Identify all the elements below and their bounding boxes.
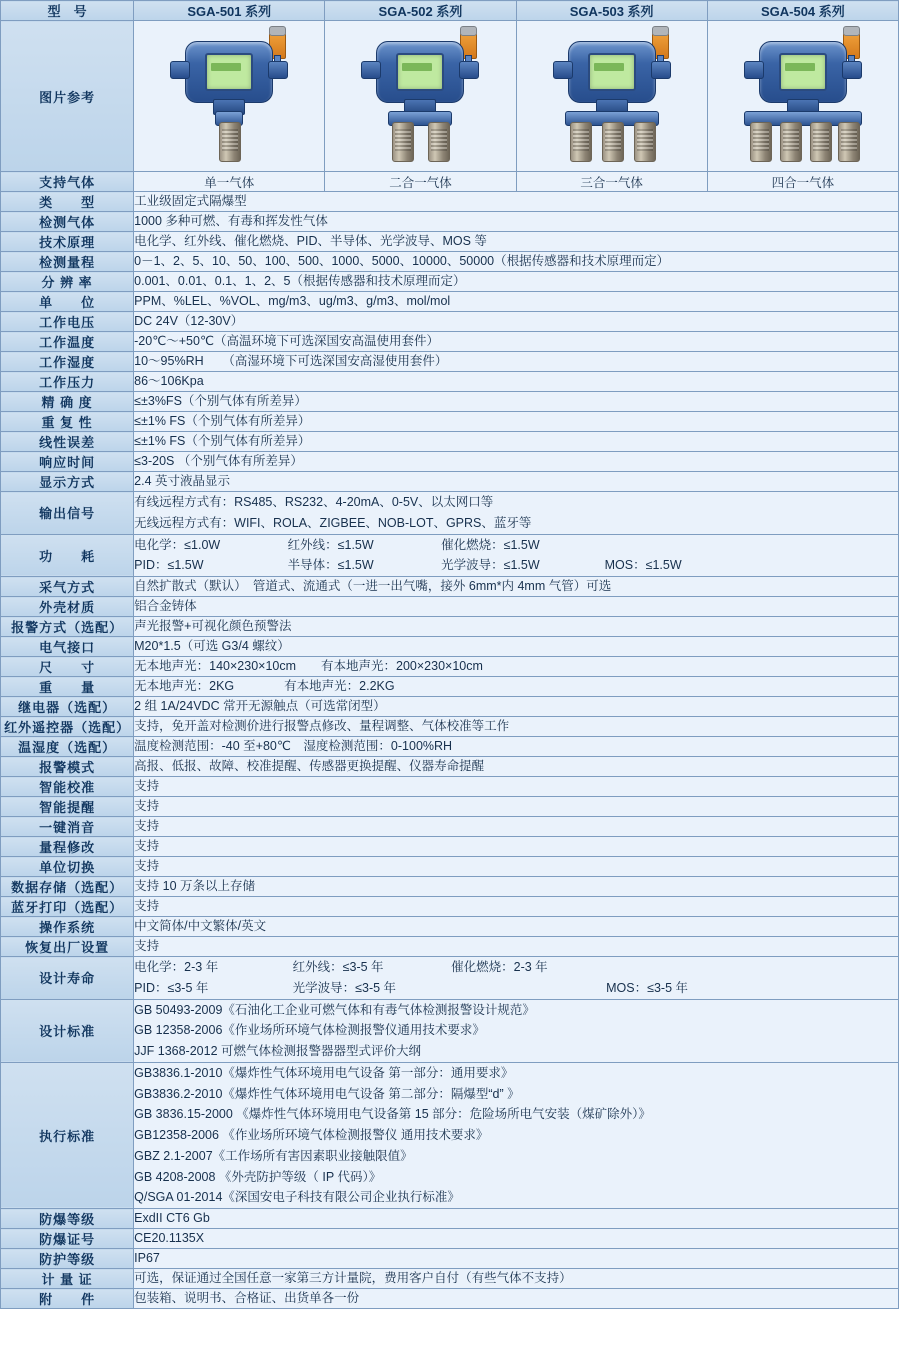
row-value-repeatability: ≤±1% FS（个别气体有所差异） — [134, 412, 899, 432]
table-row — [1, 432, 899, 452]
row-value-principle: 电化学、红外线、催化燃烧、PID、半导体、光学波导、MOS 等 — [134, 232, 899, 252]
row-label-sampling: 采气方式 — [1, 577, 134, 597]
row-value-shell-material: 铝合金铸体 — [134, 597, 899, 617]
row-value-ex-cert: CE20.1135X — [134, 1229, 899, 1249]
lifetime-item-0-value: 2-3 年 — [184, 960, 219, 974]
product-image-502 — [325, 21, 516, 172]
table-row — [1, 617, 899, 637]
row-label-resolution: 分 辨 率 — [1, 272, 134, 292]
lifetime-item-5-value: ≤3-5 年 — [647, 980, 688, 995]
row-value-data-storage: 支持 10 万条以上存储 — [134, 877, 899, 897]
row-value-unit: PPM、%LEL、%VOL、mg/m3、ug/m3、g/m3、mol/mol — [134, 292, 899, 312]
table-row — [1, 332, 899, 352]
model-501: SGA-501 系列 — [134, 1, 325, 21]
row-label-design-lifetime: 设计寿命 — [1, 957, 134, 1000]
row-value-power — [134, 534, 899, 577]
row-value-humidity: 10～95%RH （高湿环境下可选深国安高湿使用套件） — [134, 352, 899, 372]
exec-standard-line-5: GBZ 2.1-2007《工作场所有害因素职业接触限值》 — [134, 1148, 413, 1163]
lifetime-item-2-value: 2-3 年 — [513, 960, 548, 974]
lcd-screen — [588, 53, 636, 91]
row-value-exec-standard — [134, 1062, 899, 1208]
row-label-range: 检测量程 — [1, 252, 134, 272]
bracket-left — [170, 61, 190, 79]
row-label-data-storage: 数据存储（选配） — [1, 877, 134, 897]
power-consumption-row — [1, 534, 899, 577]
row-value-response-time: ≤3-20S （个别气体有所差异） — [134, 452, 899, 472]
row-value-weight: 无本地声光：2KG 有本地声光：2.2KG — [134, 677, 899, 697]
table-row — [1, 837, 899, 857]
row-label-image-reference: 图片参考 — [1, 21, 134, 172]
table-row — [1, 757, 899, 777]
exec-standard-line-4: GB12358-2006 《作业场所环境气体检测报警仪 通用技术要求》 — [134, 1128, 489, 1142]
bracket-left — [744, 61, 764, 79]
lifetime-item-1 — [293, 958, 448, 977]
row-label-bluetooth-print: 蓝牙打印（选配） — [1, 897, 134, 917]
bracket-left — [553, 61, 573, 79]
exec-standard-line-3: GB 3836.15-2000 《爆炸性气体环境用电气设备第 15 部分：危险场所电气安装（煤矿除外）》 — [134, 1107, 651, 1122]
row-value-temperature: -20℃～+50℃（高温环境下可选深国安高温使用套件） — [134, 332, 899, 352]
row-value-size: 无本地声光：140×230×10cm 有本地声光：200×230×10cm — [134, 657, 899, 677]
row-label-temp-humidity: 温湿度（选配） — [1, 737, 134, 757]
table-row — [1, 817, 899, 837]
exec-standard-line-2: GB3836.2-2010《爆炸性气体环境用电气设备 第二部分：隔爆型“d” 》 — [134, 1086, 520, 1101]
row-label-linearity: 线性误差 — [1, 432, 134, 452]
device-illustration-3-gas — [537, 21, 687, 171]
gas-sensor-3 — [810, 122, 832, 162]
table-row — [1, 777, 899, 797]
lifetime-item-0 — [134, 958, 289, 977]
table-row — [1, 252, 899, 272]
gas-sensor-2 — [602, 122, 624, 162]
row-label-output-signal: 输出信号 — [1, 492, 134, 535]
row-value-design-standard — [134, 999, 899, 1062]
design-standard-line-1: GB 50493-2009《石油化工企业可燃气体和有毒气体检测报警设计规范》 — [134, 1002, 535, 1017]
power-item-5-name: 光学波导： — [441, 558, 504, 573]
lifetime-item-4 — [293, 979, 603, 998]
power-item-2 — [441, 536, 540, 555]
output-signal-wired: 有线远程方式有：RS485、RS232、4-20mA、0-5V、以太网口等 — [134, 495, 494, 509]
gas-support-row — [1, 172, 899, 192]
row-label-factory-reset: 恢复出厂设置 — [1, 937, 134, 957]
model-504: SGA-504 系列 — [707, 1, 898, 21]
lcd-screen — [205, 53, 253, 91]
table-row — [1, 1209, 899, 1229]
gas-support-504: 四合一气体 — [707, 172, 898, 192]
row-value-ip-grade: IP67 — [134, 1249, 899, 1269]
exec-standard-row — [1, 1062, 899, 1208]
row-label-type: 类 型 — [1, 192, 134, 212]
row-label-accessories: 附 件 — [1, 1289, 134, 1309]
bracket-right — [842, 61, 862, 79]
row-value-alarm-method: 声光报警+可视化颜色预警法 — [134, 617, 899, 637]
row-value-bluetooth-print: 支持 — [134, 897, 899, 917]
row-value-linearity: ≤±1% FS（个别气体有所差异） — [134, 432, 899, 452]
model-503: SGA-503 系列 — [516, 1, 707, 21]
power-item-5 — [441, 556, 601, 575]
lifetime-item-3-value: ≤3-5 年 — [167, 980, 209, 995]
row-label-metering-cert: 计 量 证 — [1, 1269, 134, 1289]
image-reference-row — [1, 21, 899, 172]
power-item-3 — [134, 556, 284, 575]
lifetime-line-2 — [134, 978, 898, 999]
table-row — [1, 697, 899, 717]
row-label-detect-gas: 检测气体 — [1, 212, 134, 232]
row-label-accuracy: 精 确 度 — [1, 392, 134, 412]
row-label-ip-grade: 防护等级 — [1, 1249, 134, 1269]
row-value-relay: 2 组 1A/24VDC 常开无源触点（可选常闭型） — [134, 697, 899, 717]
lifetime-item-5 — [606, 979, 688, 998]
row-label-principle: 技术原理 — [1, 232, 134, 252]
table-row — [1, 677, 899, 697]
device-illustration-2-gas — [345, 21, 495, 171]
table-row — [1, 312, 899, 332]
row-value-ex-grade: ExdII CT6 Gb — [134, 1209, 899, 1229]
table-row — [1, 797, 899, 817]
power-item-2-name: 催化燃烧： — [441, 537, 504, 552]
row-value-metering-cert: 可选，保证通过全国任意一家第三方计量院，费用客户自付（有些气体不支持） — [134, 1269, 899, 1289]
row-label-unit: 单 位 — [1, 292, 134, 312]
table-row — [1, 917, 899, 937]
row-label-electrical-port: 电气接口 — [1, 637, 134, 657]
row-label-pressure: 工作压力 — [1, 372, 134, 392]
lifetime-item-4-value: ≤3-5 年 — [355, 980, 397, 995]
table-row — [1, 292, 899, 312]
row-value-electrical-port: M20*1.5（可选 G3/4 螺纹） — [134, 637, 899, 657]
power-item-5-value: ≤1.5W — [503, 558, 540, 573]
row-label-size: 尺 寸 — [1, 657, 134, 677]
row-label-alarm-method: 报警方式（选配） — [1, 617, 134, 637]
table-header-row — [1, 1, 899, 21]
power-item-6-value: ≤1.5W — [645, 558, 682, 573]
gas-sensor-1 — [219, 122, 241, 162]
header-label-model: 型 号 — [1, 1, 134, 21]
table-row — [1, 877, 899, 897]
power-item-0 — [134, 536, 284, 555]
row-value-detect-gas: 1000 多种可燃、有毒和挥发性气体 — [134, 212, 899, 232]
row-label-voltage: 工作电压 — [1, 312, 134, 332]
lcd-screen — [396, 53, 444, 91]
table-row — [1, 272, 899, 292]
row-value-accuracy: ≤±3%FS（个别气体有所差异） — [134, 392, 899, 412]
row-label-weight: 重 量 — [1, 677, 134, 697]
power-item-4-value: ≤1.5W — [337, 558, 374, 573]
power-item-0-name: 电化学： — [134, 537, 185, 552]
table-row — [1, 1249, 899, 1269]
table-row — [1, 372, 899, 392]
exec-standard-line-1: GB3836.1-2010《爆炸性气体环境用电气设备 第一部分：通用要求》 — [134, 1065, 514, 1080]
power-item-0-value: ≤1.0W — [184, 537, 221, 552]
power-item-1 — [288, 536, 438, 555]
device-illustration-4-gas — [728, 21, 878, 171]
gas-sensor-2 — [428, 122, 450, 162]
lifetime-item-3-name: PID： — [134, 980, 168, 995]
row-value-range-modify: 支持 — [134, 837, 899, 857]
row-value-sampling: 自然扩散式（默认） 管道式、流通式（一进一出气嘴，接外 6mm*内 4mm 气管）可选 — [134, 577, 899, 597]
table-row — [1, 577, 899, 597]
output-signal-wireless: 无线远程方式有：WIFI、ROLA、ZIGBEE、NOB-LOT、GPRS、蓝牙等 — [134, 515, 532, 530]
row-label-os: 操作系统 — [1, 917, 134, 937]
row-label-range-modify: 量程修改 — [1, 837, 134, 857]
table-row — [1, 472, 899, 492]
device-illustration-1-gas — [154, 21, 304, 171]
table-row — [1, 212, 899, 232]
row-value-smart-calibration: 支持 — [134, 777, 899, 797]
table-row — [1, 857, 899, 877]
power-item-6 — [605, 556, 682, 575]
row-value-alarm-mode: 高报、低报、故障、校准提醒、传感器更换提醒、仪器寿命提醒 — [134, 757, 899, 777]
row-label-shell-material: 外壳材质 — [1, 597, 134, 617]
table-row — [1, 1229, 899, 1249]
table-row — [1, 737, 899, 757]
row-value-factory-reset: 支持 — [134, 937, 899, 957]
lifetime-item-3 — [134, 979, 289, 998]
gas-sensor-1 — [392, 122, 414, 162]
table-row — [1, 392, 899, 412]
model-502: SGA-502 系列 — [325, 1, 516, 21]
power-line-2 — [134, 555, 898, 576]
lifetime-item-2 — [451, 958, 548, 977]
gas-sensor-3 — [634, 122, 656, 162]
row-label-repeatability: 重 复 性 — [1, 412, 134, 432]
row-value-output-signal — [134, 492, 899, 535]
lifetime-item-1-value: ≤3-5 年 — [342, 960, 384, 974]
row-label-display: 显示方式 — [1, 472, 134, 492]
bracket-right — [651, 61, 671, 79]
product-image-503 — [516, 21, 707, 172]
row-label-temperature: 工作温度 — [1, 332, 134, 352]
row-label-humidity: 工作湿度 — [1, 352, 134, 372]
row-label-ir-remote: 红外遥控器（选配） — [1, 717, 134, 737]
bracket-left — [361, 61, 381, 79]
row-label-alarm-mode: 报警模式 — [1, 757, 134, 777]
table-row — [1, 637, 899, 657]
design-lifetime-row — [1, 957, 899, 1000]
design-standard-row — [1, 999, 899, 1062]
product-image-501 — [134, 21, 325, 172]
gas-support-501: 单一气体 — [134, 172, 325, 192]
row-value-pressure: 86～106Kpa — [134, 372, 899, 392]
row-value-accessories: 包装箱、说明书、合格证、出货单各一份 — [134, 1289, 899, 1309]
gas-sensor-1 — [570, 122, 592, 162]
row-label-response-time: 响应时间 — [1, 452, 134, 472]
lifetime-line-1 — [134, 957, 898, 978]
table-row — [1, 897, 899, 917]
power-line-1 — [134, 535, 898, 556]
table-row — [1, 657, 899, 677]
table-row — [1, 452, 899, 472]
row-label-unit-switch: 单位切换 — [1, 857, 134, 877]
row-value-ir-remote: 支持，免开盖对检测价进行报警点修改、量程调整、气体校准等工作 — [134, 717, 899, 737]
output-signal-row — [1, 492, 899, 535]
row-label-smart-calibration: 智能校准 — [1, 777, 134, 797]
row-value-range: 0－1、2、5、10、50、100、500、1000、5000、10000、50000（根据传感器和技术原理而定） — [134, 252, 899, 272]
row-label-ex-grade: 防爆等级 — [1, 1209, 134, 1229]
gas-sensor-2 — [780, 122, 802, 162]
row-label-exec-standard: 执行标准 — [1, 1062, 134, 1208]
exec-standard-line-7: Q/SGA 01-2014《深国安电子科技有限公司企业执行标准》 — [134, 1190, 460, 1205]
row-label-design-standard: 设计标准 — [1, 999, 134, 1062]
row-label-one-key-mute: 一键消音 — [1, 817, 134, 837]
row-value-temp-humidity: 温度检测范围：-40 至+80℃ 湿度检测范围：0-100%RH — [134, 737, 899, 757]
row-value-design-lifetime — [134, 957, 899, 1000]
row-value-os: 中文简体/中文繁体/英文 — [134, 917, 899, 937]
row-value-type: 工业级固定式隔爆型 — [134, 192, 899, 212]
row-label-gas-support: 支持气体 — [1, 172, 134, 192]
lifetime-item-5-name: MOS： — [606, 980, 648, 995]
gas-sensor-1 — [750, 122, 772, 162]
power-item-1-name: 红外线： — [287, 537, 338, 552]
row-value-one-key-mute: 支持 — [134, 817, 899, 837]
power-item-4 — [288, 556, 438, 575]
row-label-relay: 继电器（选配） — [1, 697, 134, 717]
design-standard-line-3: JJF 1368-2012 可燃气体检测报警器器型式评价大纲 — [134, 1044, 422, 1058]
row-value-resolution: 0.001、0.01、0.1、1、2、5（根据传感器和技术原理而定） — [134, 272, 899, 292]
design-standard-line-2: GB 12358-2006《作业场所环境气体检测报警仪通用技术要求》 — [134, 1023, 485, 1038]
bracket-right — [268, 61, 288, 79]
row-value-smart-reminder: 支持 — [134, 797, 899, 817]
table-row — [1, 717, 899, 737]
product-image-504 — [707, 21, 898, 172]
lifetime-item-0-name: 电化学： — [134, 960, 185, 974]
power-item-2-value: ≤1.5W — [503, 537, 540, 552]
power-item-3-value: ≤1.5W — [167, 558, 204, 573]
power-item-1-value: ≤1.5W — [337, 537, 374, 552]
table-row — [1, 352, 899, 372]
row-label-smart-reminder: 智能提醒 — [1, 797, 134, 817]
lifetime-item-2-name: 催化燃烧： — [451, 960, 514, 974]
lifetime-item-1-name: 红外线： — [292, 960, 343, 974]
exec-standard-line-6: GB 4208-2008 《外壳防护等级（ IP 代码）》 — [134, 1169, 382, 1184]
table-row — [1, 192, 899, 212]
power-item-6-name: MOS： — [604, 558, 646, 573]
power-item-4-name: 半导体： — [287, 558, 338, 573]
table-row — [1, 1269, 899, 1289]
table-row — [1, 232, 899, 252]
row-label-power: 功 耗 — [1, 534, 134, 577]
gas-support-503: 三合一气体 — [516, 172, 707, 192]
power-item-3-name: PID： — [134, 558, 168, 573]
lcd-screen — [779, 53, 827, 91]
table-row — [1, 1289, 899, 1309]
row-value-voltage: DC 24V（12-30V） — [134, 312, 899, 332]
row-value-display: 2.4 英寸液晶显示 — [134, 472, 899, 492]
bracket-right — [459, 61, 479, 79]
table-row — [1, 597, 899, 617]
row-label-ex-cert: 防爆证号 — [1, 1229, 134, 1249]
gas-sensor-4 — [838, 122, 860, 162]
table-row — [1, 937, 899, 957]
table-row — [1, 412, 899, 432]
row-value-unit-switch: 支持 — [134, 857, 899, 877]
lifetime-item-4-name: 光学波导： — [292, 980, 356, 995]
gas-support-502: 二合一气体 — [325, 172, 516, 192]
